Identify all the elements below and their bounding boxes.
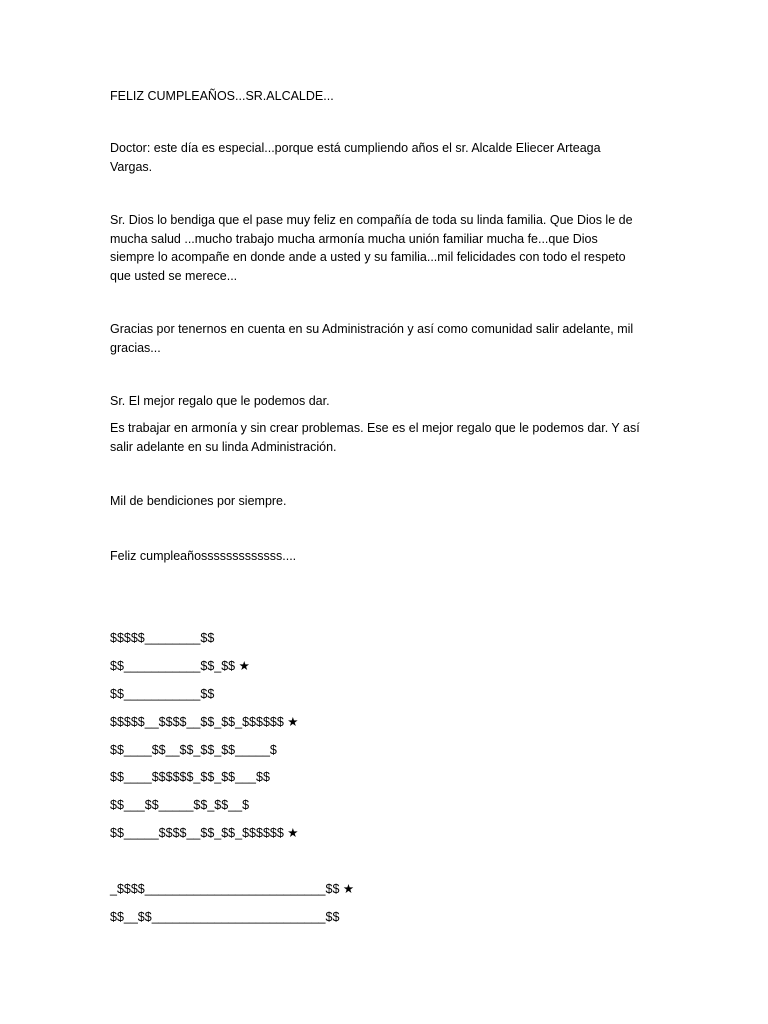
paragraph-line: Es trabajar en armonía y sin crear problemas. Ese es el mejor regalo que le podemos dar. Y así [110, 421, 640, 435]
paragraph-blessings: Mil de bendiciones por siempre. [110, 494, 287, 508]
ascii-art-line: _$$$$__________________________$$ ★ [110, 882, 355, 896]
ascii-art-line: $$___________$$ [110, 687, 215, 701]
ascii-art-line: $$____$$__$$_$$_$$_____$ [110, 743, 277, 757]
paragraph-harmony [110, 419, 670, 456]
paragraph-best-gift: Sr. El mejor regalo que le podemos dar. [110, 394, 330, 408]
paragraph-line: siempre lo acompañe en donde ande a usted y su familia...mil felicidades con todo el respeto [110, 250, 626, 264]
ascii-art-line: $$_____$$$$__$$_$$_$$$$$$ ★ [110, 826, 299, 840]
paragraph-line: salir adelante en su linda Administración. [110, 439, 337, 454]
paragraph-line: Vargas. [110, 159, 153, 174]
paragraph-thanks [110, 320, 670, 357]
ascii-art-line: $$__$$_________________________$$ [110, 910, 340, 924]
paragraph-line: Doctor: este día es especial...porque está cumpliendo años el sr. Alcalde Eliecer Arteaga [110, 141, 601, 155]
paragraph-doctor [110, 139, 670, 176]
paragraph-line: Gracias por tenernos en cuenta en su Administración y así como comunidad salir adelante, mil [110, 322, 634, 336]
paragraph-line: Sr. Dios lo bendiga que el pase muy feliz en compañía de toda su linda familia. Que Dios le de [110, 213, 633, 227]
ascii-art-line: $$___$$_____$$_$$__$ [110, 798, 250, 812]
paragraph-line: que usted se merece... [110, 268, 238, 283]
paragraph-happy-birthday: Feliz cumpleañosssssssssssss.... [110, 549, 297, 563]
paragraph-blessing [110, 211, 670, 285]
paragraph-line: mucha salud ...mucho trabajo mucha armonía mucha unión familiar mucha fe...que Dios [110, 231, 598, 246]
letter-title: FELIZ CUMPLEAÑOS...SR.ALCALDE... [110, 89, 334, 103]
paragraph-line: gracias... [110, 340, 161, 355]
ascii-art-line: $$$$$__$$$$__$$_$$_$$$$$$ ★ [110, 715, 299, 729]
ascii-art-line: $$___________$$_$$ ★ [110, 659, 250, 673]
ascii-art-line: $$____$$$$$$_$$_$$___$$ [110, 770, 270, 784]
ascii-art-line: $$$$$________$$ [110, 631, 215, 645]
